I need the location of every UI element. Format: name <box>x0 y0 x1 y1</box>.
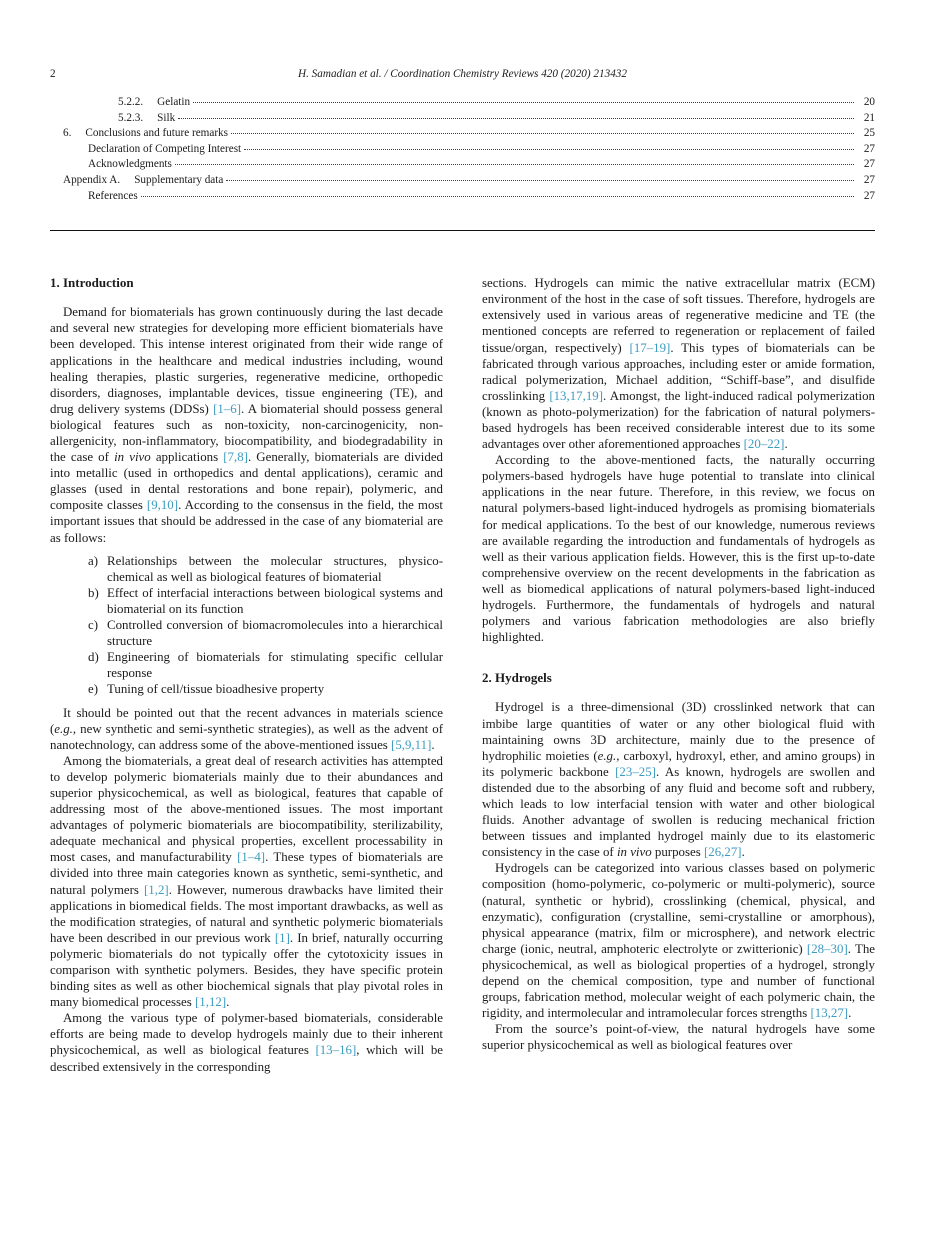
text-segment: new synthetic and semi-synthetic strategies), as well as the advent of nanotechnology, can address some of the above-mentioned issues <box>50 721 443 752</box>
list-item <box>88 617 443 649</box>
text-segment: e.g., <box>597 748 620 763</box>
article-body <box>50 275 875 1075</box>
toc-leader-dots <box>226 180 854 181</box>
text-segment: . In brief, naturally occurring polymeric biomaterials do not typically offer the cytotoxicity issues in comparison with synthetic polymers. Besides, they have specific protein binding sites as well as other biochemical signals that play pivotal roles in many biomedical processes <box>50 930 443 1010</box>
toc-title: Silk <box>157 111 176 124</box>
list-marker: e) <box>88 682 99 697</box>
list-marker: d) <box>88 650 99 665</box>
text-segment: . <box>431 737 435 752</box>
text-segment: in vivo <box>114 450 151 465</box>
toc-leader-dots <box>141 196 854 197</box>
toc-entry[interactable] <box>50 189 875 205</box>
text-segment: . According to the consensus in the field, the most important issues that should be addressed in the case of any biomaterial are as follows: <box>50 498 443 545</box>
page-header <box>50 68 875 81</box>
toc-entry[interactable] <box>50 95 875 111</box>
text-segment: . These types of biomaterials are divided into three main categories known as synthetic, semi-synthetic, and natural polymers <box>50 850 443 897</box>
toc-page-number: 27 <box>863 158 875 171</box>
section-heading-introduction: 1. Introduction <box>50 275 134 291</box>
toc-page-number: 20 <box>863 96 875 108</box>
list-marker: b) <box>88 585 99 600</box>
text-segment: According to the above-mentioned facts, the naturally occurring polymers-based hydrogels have huge potential to translate into clinical applications in the near future. Therefore, in this review, we focus on natural polymers-based light-induced hydrogels as promising biomaterials for medical applications. To the best of our knowledge, numerous reviews are available regarding the introduction and fundamentals of hydrogels as well as their various application fields. However, this is the first up-to-date comprehensive overview on the recent developments in the fabrication as well as biomedical applications of natural polymers-based light-induced hydrogels. Furthermore, the fundamentals of hydrogels and natural polymers and various fabrication methodologies are also briefly highlighted. <box>482 453 875 645</box>
text-segment: . This types of biomaterials can be fabricated through various approaches, including ester or amide formation, radical polymerization, Michael addition, “Schiff-base”, and disulfide crosslinking <box>482 340 875 403</box>
paragraph <box>482 275 875 452</box>
citation-link[interactable]: [1–4] <box>237 850 266 865</box>
section-heading-hydrogels: 2. Hydrogels <box>482 670 552 686</box>
citation-link[interactable]: [1–6] <box>213 401 241 416</box>
text-segment: . <box>226 995 230 1010</box>
paragraph <box>482 860 875 1021</box>
citation-link[interactable]: [26,27] <box>703 845 742 860</box>
list-text: Effect of interfacial interactions between biological systems and biomaterial on its function <box>107 585 443 616</box>
page-number: 2 <box>50 68 56 80</box>
text-segment: . <box>784 437 788 452</box>
toc-title: Gelatin <box>157 96 191 108</box>
paragraph <box>50 705 443 753</box>
toc-number: 5.2.3. <box>118 111 144 124</box>
paragraph <box>50 304 443 545</box>
toc-page-number: 25 <box>863 127 875 140</box>
citation-link[interactable]: [17–19] <box>629 340 671 355</box>
divider <box>50 230 875 231</box>
text-segment: Hydrogels can be categorized into various classes based on polymeric composition (homo-polymeric, co-polymeric or multi-polymeric), source (natural, synthetic or hybrid), crosslinking (chemical, physical, and enzymatic), configuration (crystalline, semi-crystalline or amorphous), physical appearance (matrix, film or microsphere), and network electric charge (ionic, neutral, amphoteric electrolyte or zwitterionic) <box>482 861 875 956</box>
table-of-contents <box>50 95 875 204</box>
toc-page-number: 21 <box>863 111 875 124</box>
list-text: Controlled conversion of biomacromolecules into a hierarchical structure <box>107 618 443 649</box>
toc-title: Conclusions and future remarks <box>85 127 228 140</box>
lettered-list <box>50 553 443 698</box>
text-segment: . Generally, biomaterials are divided into metallic (used in orthopedics and dental applications), ceramic and glasses (used in dental restorations and bone repair), polymeric, and composite classes <box>50 450 443 513</box>
text-segment: . A biomaterial should possess general biological features such as non-toxicity, non-carcinogenicity, non-allergenicity, non-inflammatory, biocompatibility, and biodegradability in the case of <box>50 401 443 465</box>
toc-page-number: 27 <box>863 189 875 202</box>
citation-link[interactable]: [13,17,19] <box>549 388 604 403</box>
text-segment: Demand for biomaterials has grown continuously during the last decade and several new strategies for developing more efficient biomaterials have been developed. This intense interest originated from their wide range of applications in the healthcare and medical industries including, wound healing therapies, plastic surgeries, regenerative medicine, orthopedic disorders, diagnoses, implantable devices, tissue engineering (TE), and drug delivery systems (DDSs) <box>50 305 443 416</box>
text-segment: . However, numerous drawbacks have limited their applications in biomedical fields. The most important drawbacks, as well as the modification strategies, of natural and synthetic polymeric biomaterials have been described in our previous work <box>50 882 443 945</box>
toc-leader-dots <box>178 118 854 119</box>
toc-title: Supplementary data <box>134 173 224 186</box>
right-column <box>482 275 875 1075</box>
text-segment: . <box>848 1006 852 1021</box>
text-segment: . <box>741 845 745 860</box>
paragraph <box>482 699 875 860</box>
citation-link[interactable]: [9,10] <box>146 498 179 513</box>
toc-title: References <box>88 189 138 202</box>
text-segment: From the source’s point-of-view, the natural hydrogels have some superior physicochemical as well as biological features over <box>482 1022 875 1053</box>
list-item <box>88 681 443 697</box>
list-marker: c) <box>88 618 99 633</box>
paragraph <box>50 753 443 1011</box>
text-segment: Among the biomaterials, a great deal of research activities has attempted to develop polymeric biomaterials mainly due to their abundances and superior physicochemical, as well as biological, features that capable of addressing most of the above-mentioned issues. The most important advantages of polymeric biomaterials are biocompatibility, sterilizability, adequate mechanical and physical properties, excellent processability in most cases, and manufacturability <box>50 753 443 865</box>
list-marker: a) <box>88 553 99 568</box>
toc-number: 6. <box>63 127 72 140</box>
text-segment: . Amongst, the light-induced radical polymerization (known as photo-polymerization) for the fabrication of natural polymers-based hydrogels has been received considerable interest due to its some advantages over other aforementioned approaches <box>482 388 876 452</box>
left-column <box>50 275 443 1075</box>
citation-link[interactable]: [7,8] <box>223 450 248 465</box>
toc-leader-dots <box>231 133 854 134</box>
citation-link[interactable]: [1] <box>274 930 290 945</box>
text-segment: carboxyl, hydroxyl, ether, and amino groups) in its polymeric backbone <box>482 748 875 779</box>
list-item <box>88 585 443 617</box>
citation-link[interactable]: [20–22] <box>743 437 785 452</box>
toc-title: Acknowledgments <box>88 158 172 171</box>
citation-link[interactable]: [1,12] <box>194 995 227 1010</box>
text-segment: . As known, hydrogels are swollen and distended due to the absorbing of any fluid and become soft and rubbery, which leads to low interfacial tension with water and other biological fluids. Another advantage of swollen is reducing mechanical friction between tissues and implanted hydrogel mainly due to its elastomeric consistency in the case of <box>482 764 875 860</box>
citation-link[interactable]: [23–25] <box>615 764 656 779</box>
list-text: Relationships between the molecular structures, physico-chemical as well as biological features of biomaterial <box>107 553 443 584</box>
toc-entry[interactable] <box>50 173 875 189</box>
list-item <box>88 553 443 585</box>
list-item <box>88 649 443 681</box>
toc-page-number: 27 <box>863 173 875 186</box>
text-segment: . The physicochemical, as well as biological properties of a hydrogel, strongly depend on the chemical composition, type and number of functional groups, fabrication method, molecular weight of each polymeric chain, the rigidity, and intermolecular and intramolecular forces strengths <box>482 941 875 1021</box>
toc-entry[interactable] <box>50 111 875 127</box>
toc-number: 5.2.2. <box>118 96 144 108</box>
text-segment: Hydrogel is a three-dimensional (3D) crosslinked network that can imbibe large quantities of water or any other biological fluid with maintaining owns 3D architecture, mainly due to the presence of hydrophilic moieties ( <box>482 700 875 763</box>
citation-link[interactable]: [13–16] <box>315 1043 357 1058</box>
toc-title: Declaration of Competing Interest <box>88 142 242 155</box>
toc-page-number: 27 <box>863 142 875 155</box>
toc-number: Appendix A. <box>63 173 121 186</box>
text-segment: e.g., <box>54 721 77 736</box>
toc-entry[interactable] <box>50 157 875 173</box>
list-text: Tuning of cell/tissue bioadhesive property <box>107 682 325 697</box>
citation-link[interactable]: [5,9,11] <box>391 737 432 752</box>
toc-leader-dots <box>244 149 854 150</box>
text-segment: Among the various type of polymer-based biomaterials, considerable efforts are being made to develop hydrogels mainly due to their inherent physicochemical, as well as biological features <box>50 1011 443 1058</box>
toc-entry[interactable] <box>50 126 875 142</box>
text-segment: purposes <box>651 845 704 860</box>
paragraph <box>482 452 875 645</box>
text-segment: applications <box>150 450 224 465</box>
paragraph <box>482 1021 875 1053</box>
citation-link[interactable]: [1,2] <box>144 882 169 897</box>
list-text: Engineering of biomaterials for stimulating specific cellular response <box>107 650 443 681</box>
citation-link[interactable]: [28–30] <box>806 941 848 956</box>
toc-leader-dots <box>193 102 854 103</box>
toc-leader-dots <box>175 164 854 165</box>
paragraph <box>50 1010 443 1074</box>
citation-link[interactable]: [13,27] <box>810 1006 849 1021</box>
text-segment: , which will be described extensively in the corresponding <box>50 1043 443 1074</box>
text-segment: sections. Hydrogels can mimic the native extracellular matrix (ECM) environment of the host in the case of soft tissues. Therefore, hydrogels are extensively used in various areas of regenerative medicine and TE (the mentioned concepts are referred to regeneration or replacement of failed tissue/organ, respectively) <box>482 276 875 355</box>
running-title: H. Samadian et al. / Coordination Chemistry Reviews 420 (2020) 213432 <box>298 68 627 80</box>
text-segment: in vivo <box>616 845 652 860</box>
text-segment: It should be pointed out that the recent advances in materials science ( <box>50 705 443 736</box>
toc-entry[interactable] <box>50 142 875 158</box>
